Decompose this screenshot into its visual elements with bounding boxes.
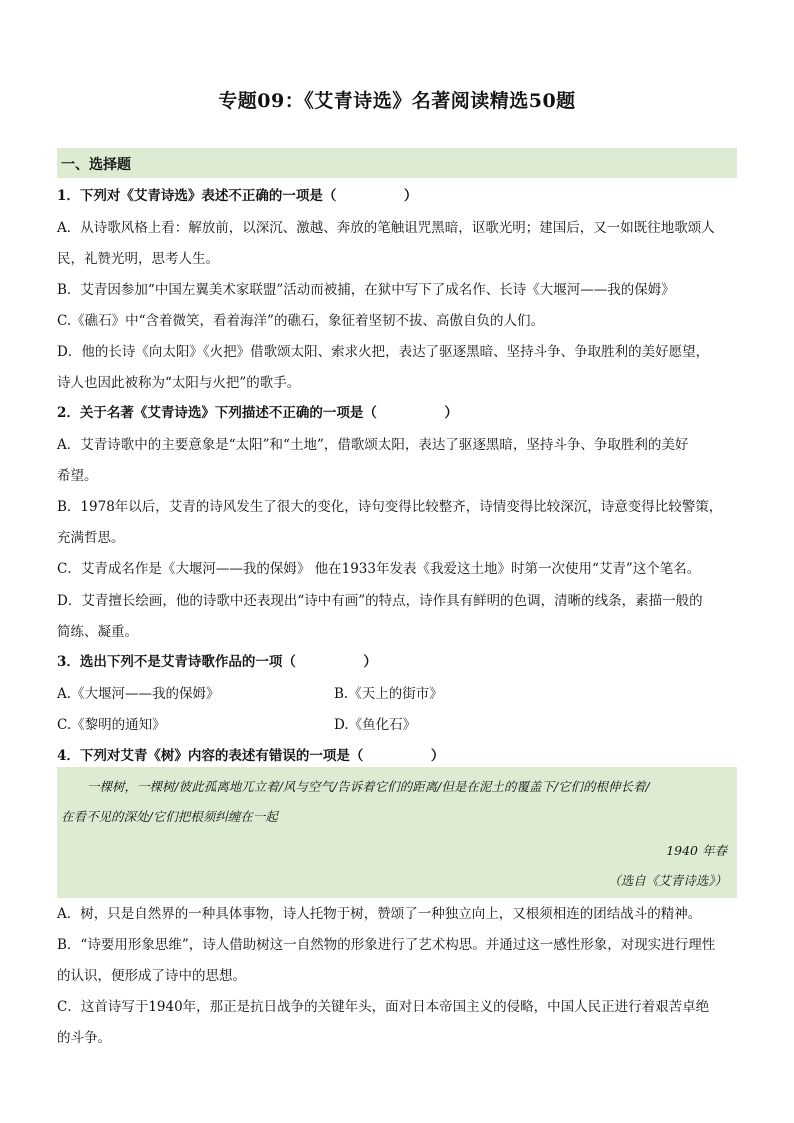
question-2-option-d: D．艾青擅长绘画，他的诗歌中还表现出“诗中有画”的特点，诗作具有鲜明的色调，清晰的线条，素描一般的 (57, 593, 703, 609)
question-3-option-a: A.《大堰河——我的保姆》 (57, 686, 220, 702)
question-4-option-c: C．这首诗写于1940年，那正是抗日战争的关键年头，面对日本帝国主义的侵略，中国人民正进行着艰苦卓绝 (57, 999, 710, 1015)
question-1-stem: 1．下列对《艾青诗选》表述不正确的一项是（ ） (57, 188, 418, 204)
question-1-option-b: B．艾青因参加“中国左翼美术家联盟”活动而被捕，在狱中写下了成名作、长诗《大堰河——我的保姆》 (57, 282, 675, 298)
question-2-option-d-cont: 简练、凝重。 (57, 624, 138, 640)
question-2-option-a-cont: 希望。 (57, 468, 98, 484)
question-4-option-a: A．树，只是自然界的一种具体事物，诗人托物于树，赞颂了一种独立向上，又根须相连的团结战斗的精神。 (57, 906, 702, 922)
question-2-option-c: C．艾青成名作是《大堰河——我的保姆》 他在1933年发表《我爱这土地》时第一次使用“艾青”这个笔名。 (57, 561, 701, 577)
question-3-option-d: D.《鱼化石》 (334, 717, 417, 733)
poem-date: 1940 年春 (666, 843, 727, 858)
question-2-option-b-cont: 充满哲思。 (57, 530, 125, 546)
question-4-option-c-cont: 的斗争。 (57, 1030, 111, 1046)
poem-line-1: 一棵树，一棵树/彼此孤离地兀立着/风与空气/告诉着它们的距离/但是在泥土的覆盖下/它们的根伸长着/ (87, 779, 650, 794)
question-3-option-b: B.《天上的街市》 (334, 686, 443, 702)
page-title: 专题09：《艾青诗选》名著阅读精选50题 (218, 90, 576, 112)
poem-line-2: 在看不见的深处/它们把根须纠缠在一起 (61, 809, 278, 824)
question-4-stem: 4．下列对艾青《树》内容的表述有错误的一项是（ ） (57, 748, 445, 764)
question-2-option-b: B．1978年以后，艾青的诗风发生了很大的变化，诗句变得比较整齐，诗情变得比较深沉，诗意变得比较警策， (57, 499, 723, 515)
question-1-option-a: A．从诗歌风格上看：解放前，以深沉、激越、奔放的笔触诅咒黑暗，讴歌光明；建国后，又一如既往地歌颂人 (57, 220, 715, 236)
question-1-option-d: D．他的长诗《向太阳》《火把》借歌颂太阳、索求火把，表达了驱逐黑暗、坚持斗争、争取胜利的美好愿望， (57, 344, 710, 360)
question-1-option-a-cont: 民，礼赞光明，思考人生。 (57, 251, 219, 267)
question-2-stem: 2．关于名著《艾青诗选》下列描述不正确的一项是（ ） (57, 405, 458, 421)
question-2-option-a: A．艾青诗歌中的主要意象是“太阳”和“土地”，借歌颂太阳，表达了驱逐黑暗，坚持斗争、争取胜利的美好 (57, 437, 689, 453)
question-1-option-d-cont: 诗人也因此被称为“太阳与火把”的歌手。 (57, 375, 301, 391)
poem-source: （选自《艾青诗选》） (608, 873, 727, 888)
section-title: 一、选择题 (61, 157, 131, 173)
section-header (57, 148, 737, 178)
question-3-option-c: C.《黎明的通知》 (57, 717, 166, 733)
poem-quote-box (57, 767, 737, 898)
question-1-option-c: C.《礁石》中“含着微笑，看着海洋”的礁石，象征着坚韧不拔、高傲自负的人们。 (57, 313, 544, 329)
question-4-option-b: B．“诗要用形象思维”，诗人借助树这一自然物的形象进行了艺术构思。并通过这一感性形象，对现实进行理性 (57, 937, 716, 953)
question-3-stem: 3．选出下列不是艾青诗歌作品的一项（ ） (57, 654, 377, 670)
question-4-option-b-cont: 的认识，便形成了诗中的思想。 (57, 968, 246, 984)
